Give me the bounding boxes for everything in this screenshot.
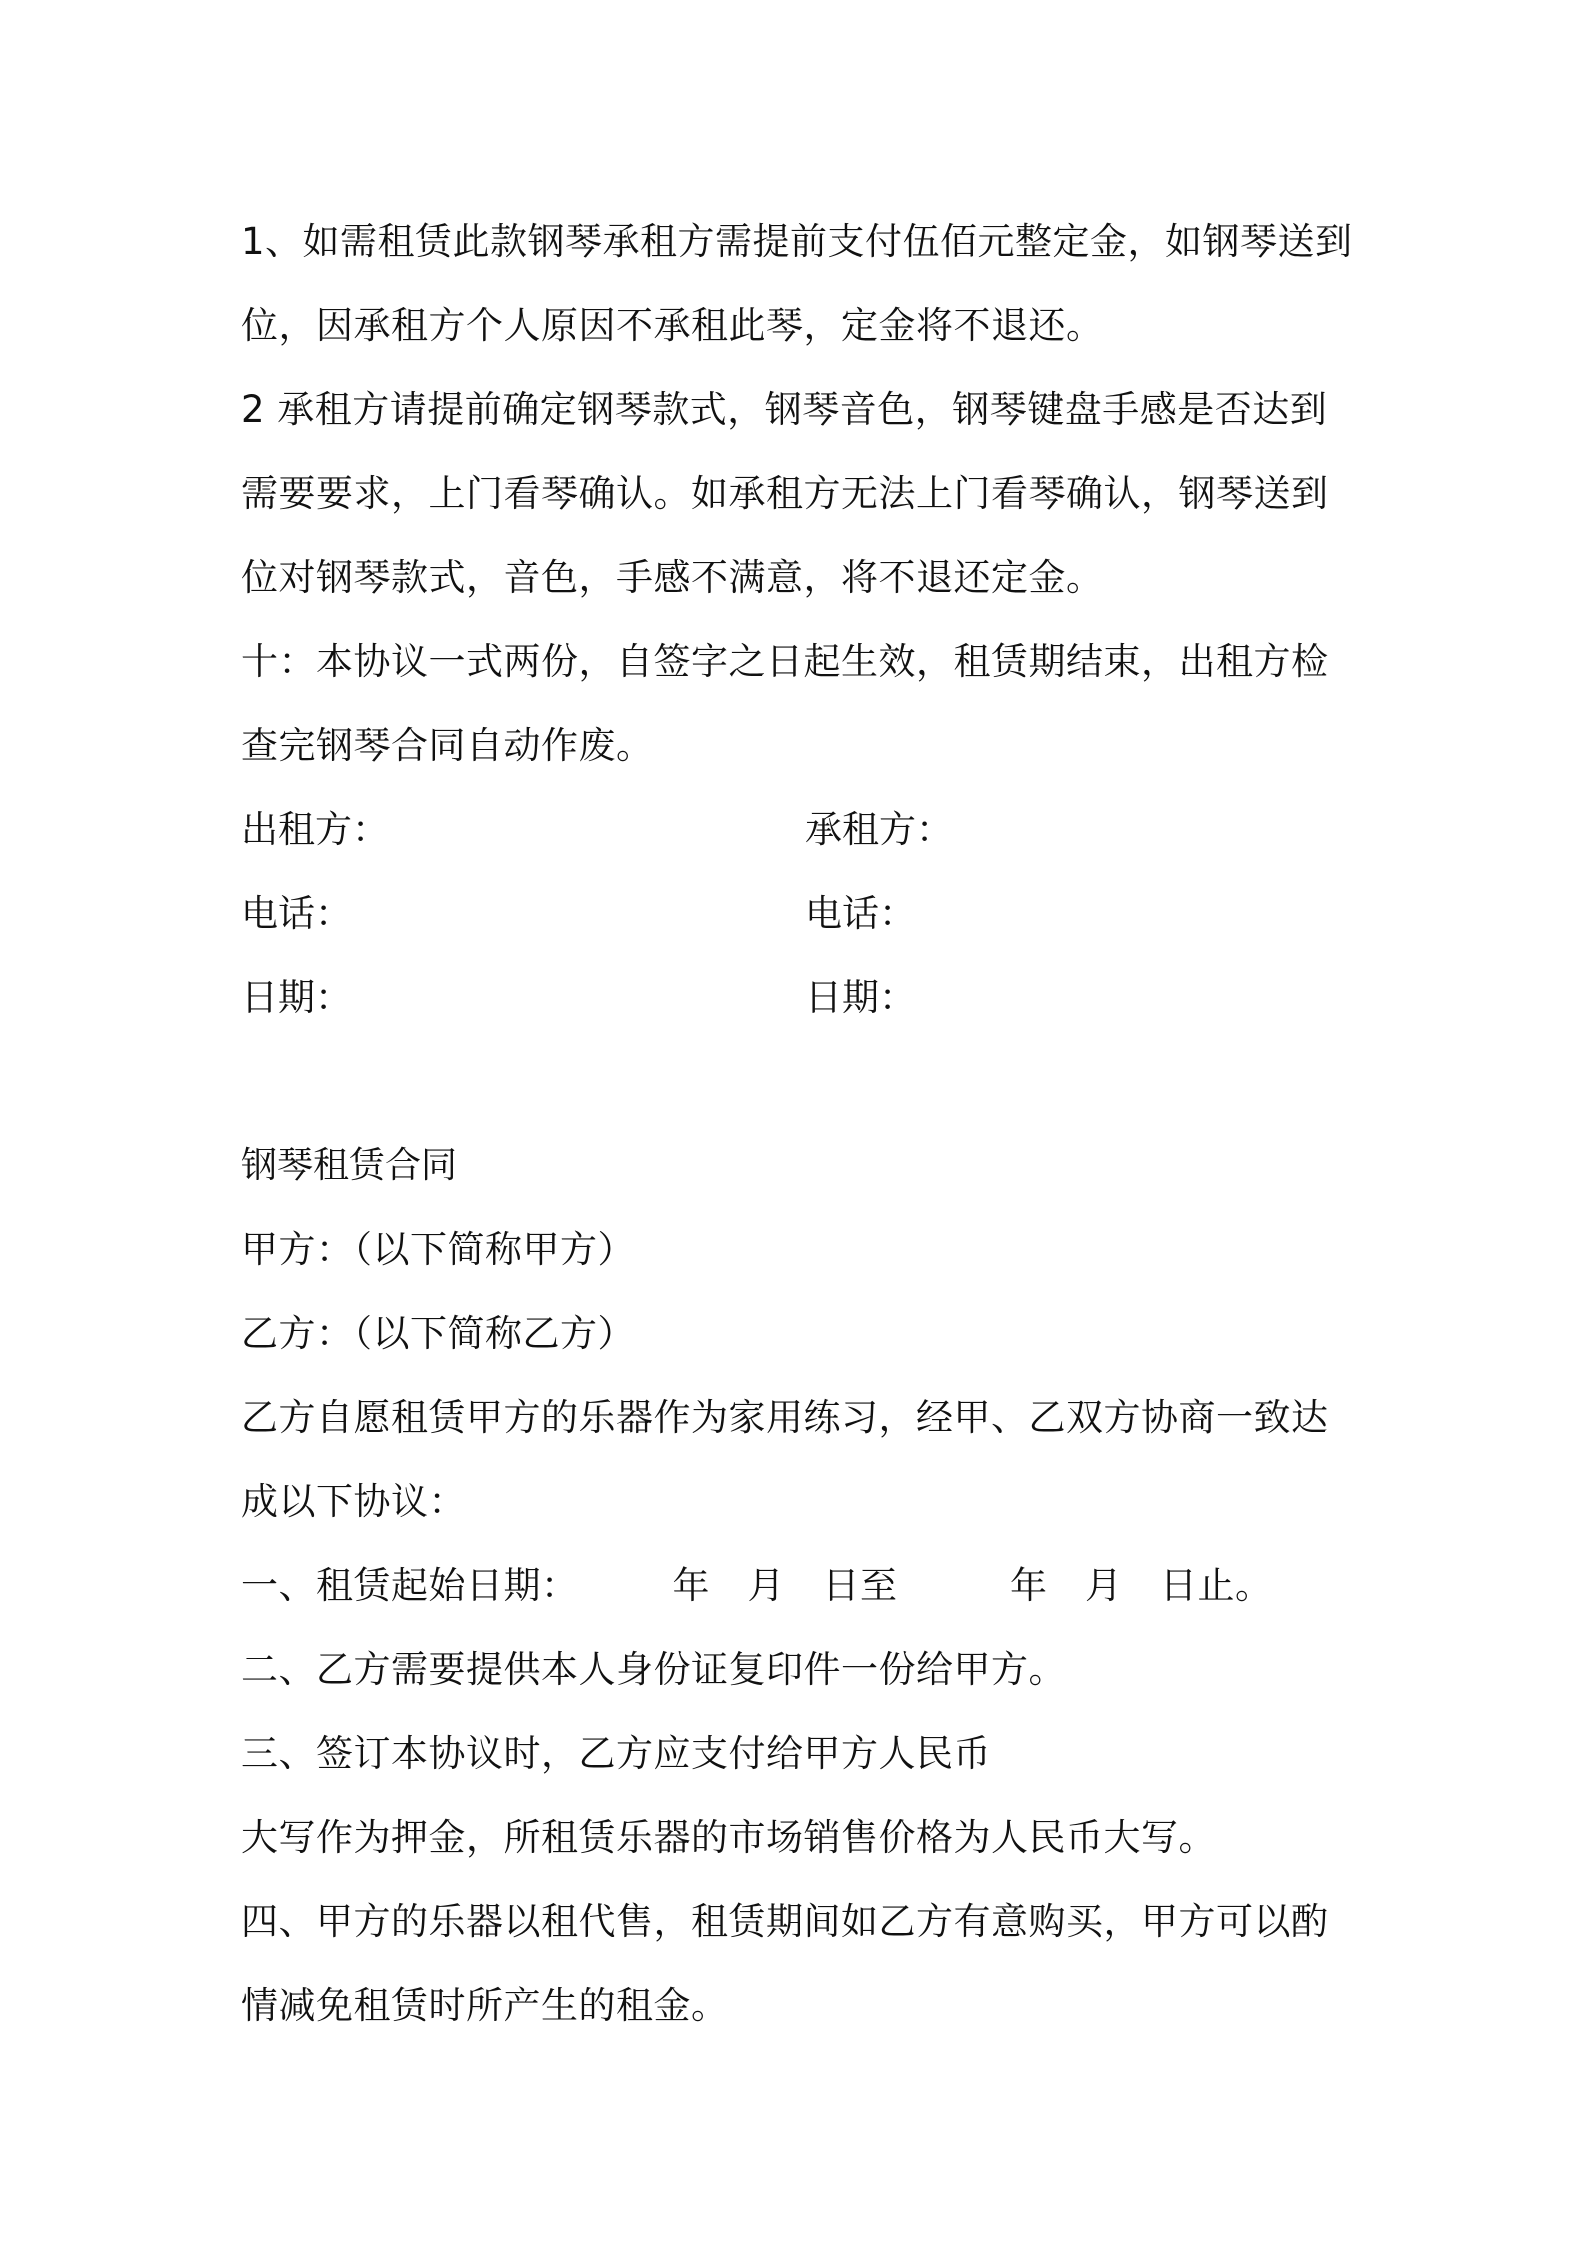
contract-intro: 乙方自愿租赁甲方的乐器作为家用练习，经甲、乙双方协商一致达成以下协议：	[241, 1396, 1329, 1523]
signature-row-phone	[241, 872, 1361, 956]
lessee-phone-label: 电话：	[805, 892, 916, 935]
paragraph-deposit-terms: 1、如需租赁此款钢琴承租方需提前支付伍佰元整定金，如钢琴送到位，因承租方个人原因不承租此琴，定金将不退还。	[241, 220, 1353, 347]
paragraph-effective-terms: 十：本协议一式两份，自签字之日起生效，租赁期结束，出租方检查完钢琴合同自动作废。	[241, 640, 1329, 767]
clause-deposit: 大写作为押金，所租赁乐器的市场销售价格为人民币大写。	[241, 1816, 1216, 1859]
signature-row-parties	[241, 788, 1361, 872]
lessor-date-label: 日期：	[241, 976, 352, 1019]
clause-lease-dates: 一、租赁起始日期： 年 月 日至 年 月 日止。	[241, 1564, 1273, 1607]
lessor-phone-label: 电话：	[241, 892, 352, 935]
lessee-date-label: 日期：	[805, 976, 916, 1019]
paragraph-piano-confirmation: 2 承租方请提前确定钢琴款式，钢琴音色，钢琴键盘手感是否达到需要要求，上门看琴确认。如承租方无法上门看琴确认，钢琴送到位对钢琴款式，音色，手感不满意，将不退还定金。	[241, 388, 1329, 599]
clause-payment: 三、签订本协议时，乙方应支付给甲方人民币	[241, 1732, 991, 1775]
lessee-label: 承租方：	[805, 808, 953, 851]
lessor-label: 出租方：	[241, 808, 389, 851]
clause-id-copy: 二、乙方需要提供本人身份证复印件一份给甲方。	[241, 1648, 1066, 1691]
contract-title: 钢琴租赁合同	[241, 1145, 458, 1186]
document-content	[241, 200, 1361, 2048]
party-a-line: 甲方：（以下简称甲方）	[241, 1228, 635, 1271]
clause-rent-to-own: 四、甲方的乐器以租代售，租赁期间如乙方有意购买，甲方可以酌情减免租赁时所产生的租金。	[241, 1900, 1329, 2027]
section-spacer	[241, 1040, 1361, 1124]
signature-row-date	[241, 956, 1361, 1040]
party-b-line: 乙方：（以下简称乙方）	[241, 1312, 635, 1355]
